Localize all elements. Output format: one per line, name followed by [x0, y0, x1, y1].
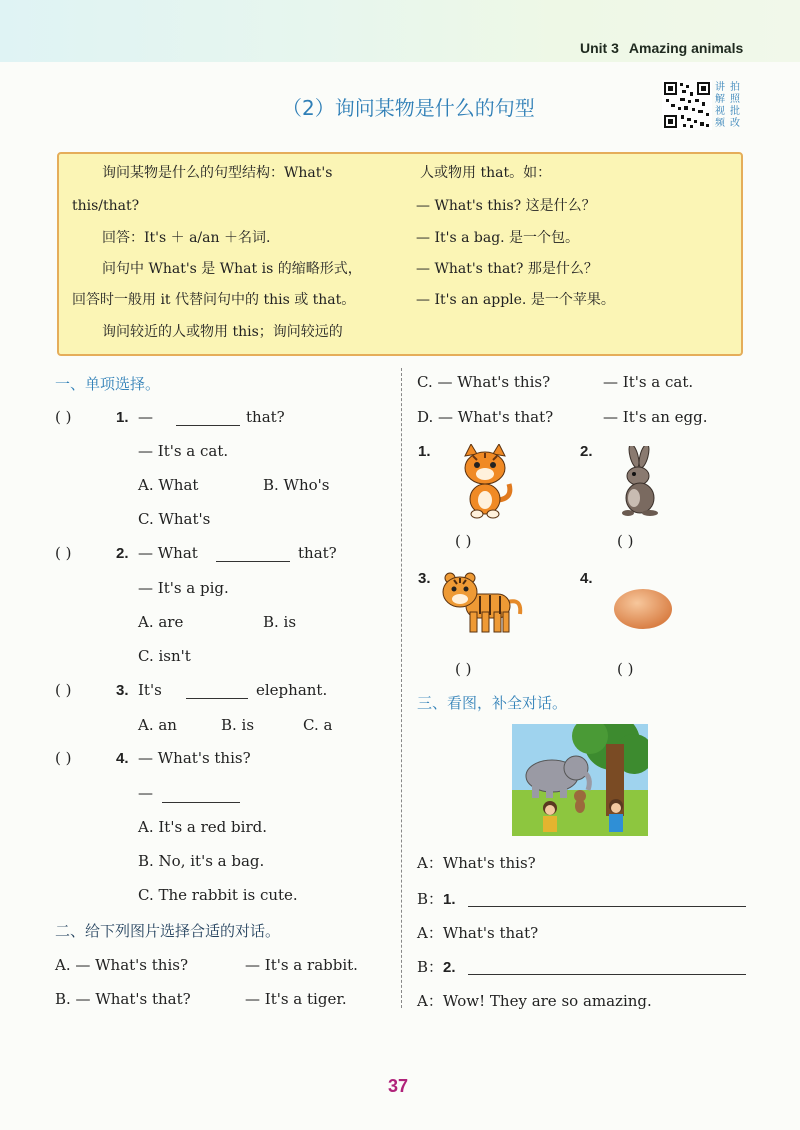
dialogue-option-question: B. — What's that? — [55, 990, 191, 1008]
option-a[interactable]: A. are — [138, 613, 184, 631]
qr-char: 讲 — [715, 82, 725, 93]
speaker-b: B： — [417, 890, 444, 908]
grammar-line: — It's a bag. 是一个包。 — [416, 230, 580, 246]
answer-paren[interactable]: ( ) — [55, 749, 72, 767]
page-number: 37 — [388, 1076, 409, 1096]
option-c[interactable]: C. What's — [138, 510, 211, 528]
grammar-line: 询问某物是什么的句型结构：What's — [102, 165, 333, 181]
answer-dash: — — [138, 784, 153, 802]
speaker-b: B： — [417, 958, 444, 976]
picture-number: 4. — [580, 570, 593, 587]
answer-line: — It's a pig. — [138, 579, 229, 597]
dialogue-line — [417, 852, 536, 873]
dialogue-text: What's that? — [442, 924, 539, 942]
tiger-icon — [440, 572, 525, 638]
question-number: 4. — [116, 750, 129, 767]
question-stem: — What's this? — [138, 749, 251, 767]
grammar-line: — What's this? 这是什么？ — [416, 198, 596, 214]
option-c[interactable]: C. The rabbit is cute. — [138, 886, 298, 904]
qr-char: 解 — [715, 94, 725, 105]
unit-label: Unit 3 — [580, 40, 619, 56]
dialogue-option-answer: — It's an egg. — [603, 408, 708, 426]
grammar-line: — What's that? 那是什么？ — [416, 261, 598, 277]
option-a[interactable]: A. an — [138, 716, 177, 734]
question-stem-start: — — [138, 408, 153, 426]
fill-blank[interactable] — [162, 802, 240, 803]
dialogue-option-answer: — It's a rabbit. — [245, 956, 358, 974]
answer-blank-2[interactable] — [468, 974, 746, 975]
qr-char: 改 — [730, 118, 740, 129]
answer-line: — It's a cat. — [138, 442, 229, 460]
question-stem-start: — What — [138, 544, 198, 562]
question-stem-end: that? — [298, 544, 337, 562]
qr-char: 视 — [715, 106, 725, 117]
qr-char: 频 — [715, 118, 725, 129]
answer-blank-1[interactable] — [468, 906, 746, 907]
dialogue-option-question: A. — What's this? — [55, 956, 189, 974]
answer-paren[interactable]: ( ) — [455, 532, 472, 550]
dialogue-line — [417, 922, 538, 943]
dialogue-line — [417, 990, 652, 1011]
speaker-a: A： — [417, 854, 443, 872]
answer-paren[interactable]: ( ) — [55, 681, 72, 699]
section2-heading: 二、给下列图片选择合适的对话。 — [55, 922, 281, 940]
dialogue-option-answer: — It's a tiger. — [245, 990, 347, 1008]
grammar-line: 回答：It's ＋ a/an ＋名词. — [102, 230, 271, 246]
question-stem-start: It's — [138, 681, 162, 699]
section3-heading: 三、看图，补全对话。 — [417, 694, 568, 712]
question-number: 1. — [116, 409, 129, 426]
answer-paren[interactable]: ( ) — [617, 532, 634, 550]
picture-number: 1. — [418, 443, 431, 460]
option-c[interactable]: C. isn't — [138, 647, 191, 665]
fill-blank[interactable] — [186, 698, 248, 699]
qr-char: 拍 — [730, 82, 740, 93]
option-b[interactable]: B. Who's — [263, 476, 330, 494]
option-b[interactable]: B. No, it's a bag. — [138, 852, 265, 870]
picture-number: 2. — [580, 443, 593, 460]
blank-number: 1. — [443, 891, 456, 908]
grammar-line: 回答时一般用 it 代替问句中的 this 或 that。 — [72, 292, 356, 308]
dialogue-text: Wow! They are so amazing. — [442, 992, 652, 1010]
option-a[interactable]: A. It's a red bird. — [138, 818, 267, 836]
option-c[interactable]: C. a — [303, 716, 333, 734]
qr-caption — [715, 82, 745, 130]
dialogue-option-answer: — It's a cat. — [603, 373, 694, 391]
qr-char: 照 — [730, 94, 740, 105]
question-number: 3. — [116, 682, 129, 699]
picture-number: 3. — [418, 570, 431, 587]
egg-icon — [612, 587, 674, 631]
grammar-line: 询问较近的人或物用 this；询问较远的 — [102, 324, 343, 340]
dialogue-line — [417, 956, 456, 977]
column-divider — [401, 368, 402, 1008]
unit-topic: Amazing animals — [628, 40, 744, 56]
option-b[interactable]: B. is — [221, 716, 255, 734]
grammar-line: this/that? — [72, 198, 140, 214]
dialogue-option-question: D. — What's that? — [417, 408, 554, 426]
question-stem-end: elephant. — [256, 681, 328, 699]
grammar-line: 人或物用 that。如： — [420, 165, 552, 181]
fill-blank[interactable] — [176, 425, 240, 426]
grammar-line: 问句中 What's 是 What is 的缩略形式， — [102, 261, 362, 277]
grammar-line: — It's an apple. 是一个苹果。 — [416, 292, 615, 308]
unit-header — [580, 40, 743, 56]
speaker-a: A： — [417, 992, 443, 1010]
page-title: （2）询问某物是什么的句型 — [282, 96, 535, 120]
question-stem-end: that? — [246, 408, 285, 426]
dialogue-option-question: C. — What's this? — [417, 373, 551, 391]
rabbit-icon — [612, 446, 662, 518]
question-number: 2. — [116, 545, 129, 562]
qr-code-icon[interactable] — [662, 80, 712, 130]
option-a[interactable]: A. What — [138, 476, 199, 494]
section1-heading: 一、单项选择。 — [55, 375, 161, 393]
dialogue-line — [417, 888, 456, 909]
blank-number: 2. — [443, 959, 456, 976]
fill-blank[interactable] — [216, 561, 290, 562]
speaker-a: A： — [417, 924, 443, 942]
option-b[interactable]: B. is — [263, 613, 297, 631]
dialogue-text: What's this? — [442, 854, 536, 872]
answer-paren[interactable]: ( ) — [55, 544, 72, 562]
zoo-scene-picture — [512, 724, 648, 836]
cat-icon — [455, 444, 515, 520]
answer-paren[interactable]: ( ) — [617, 660, 634, 678]
answer-paren[interactable]: ( ) — [455, 660, 472, 678]
answer-paren[interactable]: ( ) — [55, 408, 72, 426]
qr-char: 批 — [730, 106, 740, 117]
